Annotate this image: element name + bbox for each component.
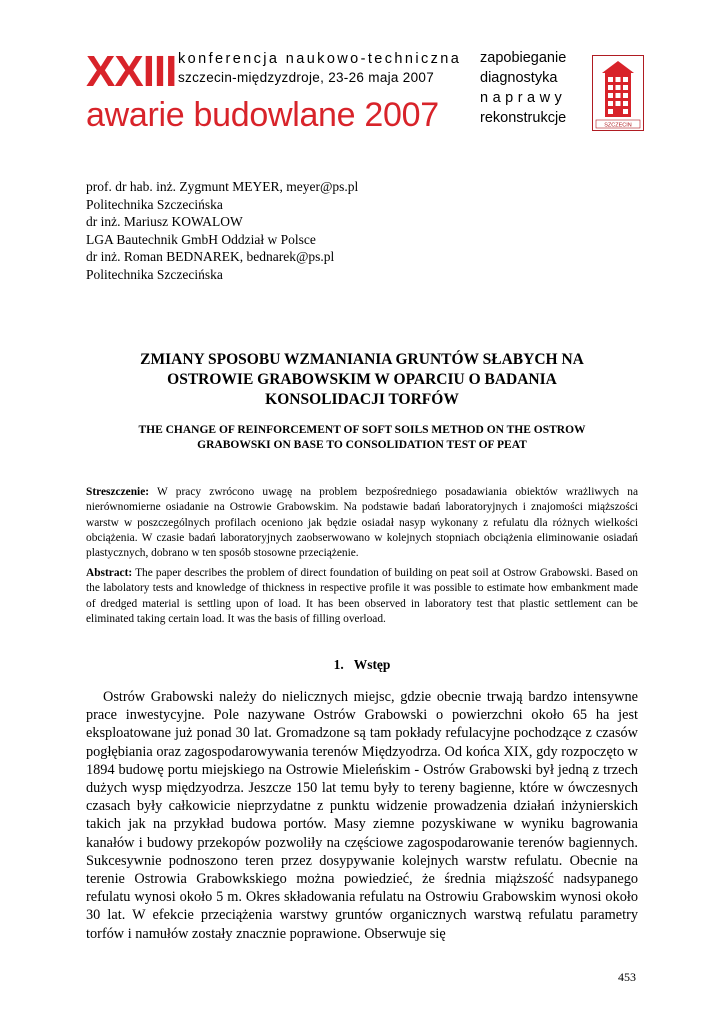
conference-logo xyxy=(592,55,644,131)
paper-title-english xyxy=(86,423,638,453)
title-line: THE CHANGE OF REINFORCEMENT OF SOFT SOILS METHOD ON THE OSTROW xyxy=(138,424,586,436)
affiliation-line: Politechnika Szczecińska xyxy=(86,266,223,282)
abstract-polish xyxy=(86,485,638,561)
logo-caption: SZCZECIN xyxy=(604,122,632,129)
abstract-english xyxy=(86,566,638,627)
affiliation-line: LGA Bautechnik GmbH Oddział w Polsce xyxy=(86,231,316,247)
topic-item: naprawy xyxy=(480,90,567,106)
conference-type: konferencja naukowo-techniczna xyxy=(178,51,462,67)
author-line: dr inż. Mariusz KOWALOW xyxy=(86,214,243,229)
author-line: prof. dr hab. inż. Zygmunt MEYER, meyer@ps.pl xyxy=(86,179,359,194)
section-number: 1. xyxy=(333,657,344,672)
paper-title-polish xyxy=(86,350,638,410)
page-number: 453 xyxy=(618,970,636,984)
conference-topics xyxy=(480,48,566,128)
title-line: OSTROWIE GRABOWSKIM W OPARCIU O BADANIA xyxy=(167,371,557,388)
topic-item: zapobieganie xyxy=(480,50,567,66)
abstract-label: Streszczenie: xyxy=(86,486,150,498)
abstract-label: Abstract: xyxy=(86,567,133,579)
section-title: Wstęp xyxy=(353,657,391,672)
affiliation-line: Politechnika Szczecińska xyxy=(86,196,223,212)
topic-item: diagnostyka xyxy=(480,70,558,86)
section-body-paragraph: Ostrów Grabowski należy do nielicznych miejsc, gdzie obecnie trwają bardzo intensywne prace inwestycyjne. Pole nazywane Ostrów Grabowski o powierzchni około 65 ha jest eksploatowane już ponad 30 lat. Gromadzone są tam pokłady refulacyjne pochodzące z czasów pogłębiania oraz zagospodarowywania terenów Międzyodrza. Od końca XIX, gdy rozpoczęto w 1894 budowę portu miejskiego na Ostrowie Mieleńskim - Ostrów Grabowski był jedną z trzech dużych wysp międzyodrza. Jeszcze 150 lat temu były to tereny bagienne, które w ówczesnych czasach były całkowicie nieprzydatne z punktu widzenie prowadzenia działań inżynierskich takich jak na przykład budowa portów. Masy ziemne pozyskiwane w wyniku bagrowania kanałów i budowy przekopów pozwoliły na częściowe zagospodarowanie terenów bagiennych. Sukcesywnie podnoszono teren przez dosypywanie kolejnych warstw refulatu. Obecnie na terenie Ostrowia Grabowkskiego można powiedzieć, że średnia miąższość nadsypanego refulatu wynosi około 5 m. Okres składowania refulatu na Ostrowiu Grabowskim wynosi około 30 lat. W efekcie przeciążenia warstwy gruntów organicznych warstwą refulatu parametry torfów i namułów zostały znacznie poprawione. Obserwuje się xyxy=(86,689,638,942)
author-line: dr inż. Roman BEDNAREK, bednarek@ps.pl xyxy=(86,249,335,264)
conference-roman-numeral: XXIII xyxy=(86,47,177,96)
conference-title: awarie budowlane 2007 xyxy=(86,96,439,134)
conference-place-date: szczecin-międzyzdroje, 23-26 maja 2007 xyxy=(178,70,435,85)
title-line: KONSOLIDACJI TORFÓW xyxy=(265,391,459,408)
title-line: GRABOWSKI ON BASE TO CONSOLIDATION TEST OF PEAT xyxy=(197,439,527,451)
section-heading xyxy=(86,656,638,674)
title-line: ZMIANY SPOSOBU WZMANIANIA GRUNTÓW SŁABYCH NA xyxy=(140,351,584,368)
abstract-text: The paper describes the problem of direct foundation of building on peat soil at Ostrow Grabowski. Based on the labolatory tests and knowledge of thickness in respective profile it was possible to estimate how embankment made of dredged material is settling upon of load. It has been observed in laboratory test that plastic settlement can be eliminated taking certain load. It was the basis of filling overload. xyxy=(86,567,638,625)
authors-block xyxy=(86,178,358,283)
topic-item: rekonstrukcje xyxy=(480,110,567,126)
abstract-text: W pracy zwrócono uwagę na problem bezpośredniego posadawiania obiektów wrażliwych na nierównomierne osiadanie na Ostrowie Grabowskim. Na podstawie badań laboratoryjnych i znajomości miąższości warstw w poszczególnych profilach oceniono jak będzie osiadał nasyp wykonany z refulatu dla różnych wielkości obciążenia. W czasie badań laboratoryjnych zaobserwowano w kolejnych stopniach obciążenia eliminowanie osiadań plastycznych, dobrano w ten sposób stosowne przeciążenie. xyxy=(86,486,638,560)
